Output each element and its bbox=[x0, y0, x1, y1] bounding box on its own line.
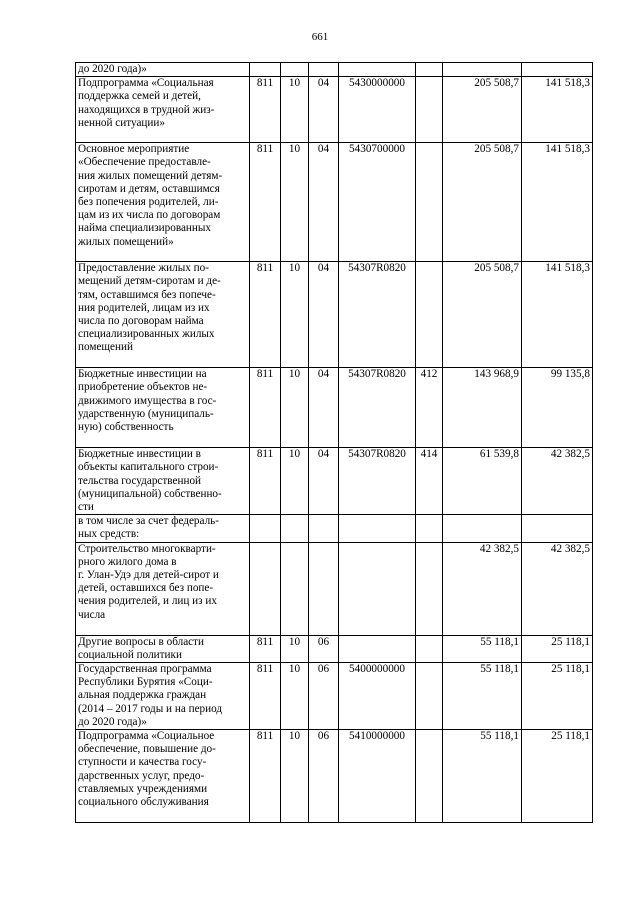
section-cell: 10 bbox=[281, 635, 309, 662]
line-item-name-cell bbox=[76, 663, 250, 730]
line-item-name-line: Бюджетные инвестиции в bbox=[78, 448, 201, 461]
line-item-name-line: движимого имущества в гос- bbox=[78, 394, 217, 407]
table-row bbox=[76, 368, 593, 448]
section-cell: 10 bbox=[281, 448, 309, 515]
line-item-name-line: числа bbox=[78, 608, 106, 621]
section-cell: 10 bbox=[281, 368, 309, 448]
amount-2018-cell: 141 518,3 bbox=[522, 262, 593, 368]
section-cell: 10 bbox=[281, 262, 309, 368]
line-item-name-cell bbox=[76, 77, 250, 143]
amount-2017-cell bbox=[443, 515, 522, 542]
target-article-cell: 5400000000 bbox=[339, 663, 416, 730]
line-item-name-line: ния жилых помещений детям- bbox=[78, 169, 223, 182]
target-article-cell bbox=[339, 542, 416, 635]
target-article-cell: 54307R0820 bbox=[339, 368, 416, 448]
amount-2018-cell: 141 518,3 bbox=[522, 143, 593, 262]
target-article-cell: 54307R0820 bbox=[339, 262, 416, 368]
expense-type-cell bbox=[416, 635, 443, 662]
subsection-cell: 04 bbox=[309, 77, 339, 143]
table-row bbox=[76, 730, 593, 823]
line-item-name-line: альная поддержка граждан bbox=[78, 689, 207, 702]
ministry-code-cell: 811 bbox=[250, 77, 281, 143]
line-item-name-cell bbox=[76, 515, 250, 542]
table-row bbox=[76, 542, 593, 635]
expense-type-cell bbox=[416, 262, 443, 368]
expense-type-cell bbox=[416, 730, 443, 823]
line-item-name-line: социальной политики bbox=[78, 648, 182, 661]
line-item-name-line: чения родителей, и лиц из их bbox=[78, 595, 217, 608]
amount-2017-cell bbox=[443, 63, 522, 77]
line-item-name-cell bbox=[76, 262, 250, 368]
line-item-name-line: сиротам и детям, оставшимся bbox=[78, 182, 220, 195]
line-item-name-line: тельства государственной bbox=[78, 474, 202, 487]
line-item-name-line: до 2020 года)» bbox=[78, 715, 147, 728]
line-item-name-line: Республики Бурятия «Соци- bbox=[78, 676, 213, 689]
line-item-name-line: Основное мероприятие bbox=[78, 143, 190, 156]
amount-2018-cell: 25 118,1 bbox=[522, 663, 593, 730]
line-item-name-line: жилых помещений» bbox=[78, 235, 174, 248]
section-cell: 10 bbox=[281, 143, 309, 262]
line-item-name-line: Другие вопросы в области bbox=[78, 635, 205, 648]
line-item-name-line: в том числе за счет федераль- bbox=[78, 515, 219, 528]
ministry-code-cell bbox=[250, 515, 281, 542]
amount-2018-cell bbox=[522, 63, 593, 77]
table-row bbox=[76, 262, 593, 368]
section-cell bbox=[281, 542, 309, 635]
line-item-name-line: объекты капитального строи- bbox=[78, 461, 219, 474]
line-item-name-line: ставляемых учреждениями bbox=[78, 782, 208, 795]
target-article-cell: 54307R0820 bbox=[339, 448, 416, 515]
expense-type-cell bbox=[416, 515, 443, 542]
line-item-name-line: тям, оставшимся без попече- bbox=[78, 288, 216, 301]
amount-2018-cell: 42 382,5 bbox=[522, 448, 593, 515]
expense-type-cell bbox=[416, 542, 443, 635]
line-item-name-cell bbox=[76, 368, 250, 448]
line-item-name-line: ния родителей, лицам из их bbox=[78, 301, 210, 314]
line-item-name-cell bbox=[76, 542, 250, 635]
expense-type-cell bbox=[416, 77, 443, 143]
amount-2018-cell: 25 118,1 bbox=[522, 730, 593, 823]
section-cell bbox=[281, 63, 309, 77]
line-item-name-line: ных средств: bbox=[78, 528, 140, 541]
ministry-code-cell: 811 bbox=[250, 663, 281, 730]
table-row bbox=[76, 663, 593, 730]
page-number: 661 bbox=[311, 31, 329, 43]
ministry-code-cell: 811 bbox=[250, 635, 281, 662]
line-item-name-cell bbox=[76, 448, 250, 515]
section-cell: 10 bbox=[281, 663, 309, 730]
line-item-name-line: дарственных услуг, предо- bbox=[78, 769, 205, 782]
ministry-code-cell: 811 bbox=[250, 143, 281, 262]
line-item-name-line: цам из их числа по договорам bbox=[78, 209, 221, 222]
amount-2017-cell: 205 508,7 bbox=[443, 77, 522, 143]
table-row bbox=[76, 448, 593, 515]
line-item-name-line: числа по договорам найма bbox=[78, 315, 204, 328]
subsection-cell bbox=[309, 542, 339, 635]
line-item-name-line: «Обеспечение предоставле- bbox=[78, 156, 211, 169]
budget-table bbox=[75, 62, 593, 823]
line-item-name-line: до 2020 года)» bbox=[78, 63, 147, 75]
line-item-name-line: ную) собственность bbox=[78, 421, 174, 434]
table-row bbox=[76, 77, 593, 143]
amount-2018-cell: 42 382,5 bbox=[522, 542, 593, 635]
amount-2017-cell: 55 118,1 bbox=[443, 730, 522, 823]
expense-type-cell: 414 bbox=[416, 448, 443, 515]
target-article-cell bbox=[339, 635, 416, 662]
line-item-name-line: обеспечение, повышение до- bbox=[78, 743, 216, 756]
line-item-name-line: поддержка семей и детей, bbox=[78, 90, 201, 103]
line-item-name-line: Подпрограмма «Социальная bbox=[78, 77, 214, 90]
line-item-name-cell bbox=[76, 730, 250, 823]
subsection-cell: 06 bbox=[309, 730, 339, 823]
subsection-cell bbox=[309, 515, 339, 542]
subsection-cell: 04 bbox=[309, 262, 339, 368]
line-item-name-line: Предоставление жилых по- bbox=[78, 262, 209, 275]
line-item-name-line: найма специализированных bbox=[78, 222, 212, 235]
line-item-name-line: приобретение объектов не- bbox=[78, 381, 208, 394]
subsection-cell bbox=[309, 63, 339, 77]
ministry-code-cell: 811 bbox=[250, 368, 281, 448]
table-row bbox=[76, 143, 593, 262]
line-item-name-line: ступности и качества госу- bbox=[78, 756, 207, 769]
line-item-name-line: Государственная программа bbox=[78, 663, 212, 676]
target-article-cell: 5430000000 bbox=[339, 77, 416, 143]
line-item-name-line: сти bbox=[78, 501, 94, 514]
expense-type-cell bbox=[416, 663, 443, 730]
amount-2018-cell: 141 518,3 bbox=[522, 77, 593, 143]
target-article-cell bbox=[339, 63, 416, 77]
target-article-cell bbox=[339, 515, 416, 542]
table-row bbox=[76, 635, 593, 662]
expense-type-cell bbox=[416, 143, 443, 262]
line-item-name-line: специализированных жилых bbox=[78, 328, 215, 341]
line-item-name-line: социального обслуживания bbox=[78, 796, 209, 809]
ministry-code-cell: 811 bbox=[250, 730, 281, 823]
line-item-name-line: ненной ситуации» bbox=[78, 116, 165, 129]
line-item-name-line: Бюджетные инвестиции на bbox=[78, 368, 207, 381]
amount-2017-cell: 55 118,1 bbox=[443, 635, 522, 662]
amount-2017-cell: 55 118,1 bbox=[443, 663, 522, 730]
target-article-cell: 5430700000 bbox=[339, 143, 416, 262]
line-item-name-cell bbox=[76, 635, 250, 662]
amount-2017-cell: 205 508,7 bbox=[443, 262, 522, 368]
target-article-cell: 5410000000 bbox=[339, 730, 416, 823]
subsection-cell: 04 bbox=[309, 448, 339, 515]
expense-type-cell bbox=[416, 63, 443, 77]
table-row bbox=[76, 63, 593, 77]
ministry-code-cell bbox=[250, 63, 281, 77]
line-item-name-line: Строительство многокварти- bbox=[78, 542, 216, 555]
subsection-cell: 04 bbox=[309, 143, 339, 262]
line-item-name-line: Подпрограмма «Социальное bbox=[78, 730, 215, 743]
line-item-name-line: (муниципальной) собственно- bbox=[78, 487, 222, 500]
amount-2018-cell bbox=[522, 515, 593, 542]
subsection-cell: 06 bbox=[309, 663, 339, 730]
subsection-cell: 04 bbox=[309, 368, 339, 448]
line-item-name-cell bbox=[76, 63, 250, 77]
line-item-name-line: (2014 – 2017 годы и на период bbox=[78, 702, 223, 715]
amount-2017-cell: 42 382,5 bbox=[443, 542, 522, 635]
table-row bbox=[76, 515, 593, 542]
line-item-name-line: помещений bbox=[78, 341, 133, 354]
line-item-name-line: ударственную (муниципаль- bbox=[78, 407, 214, 420]
line-item-name-line: находящихся в трудной жиз- bbox=[78, 103, 215, 116]
amount-2017-cell: 205 508,7 bbox=[443, 143, 522, 262]
line-item-name-line: мещений детям-сиротам и де- bbox=[78, 275, 221, 288]
section-cell bbox=[281, 515, 309, 542]
line-item-name-line: без попечения родителей, ли- bbox=[78, 196, 219, 209]
line-item-name-line: детей, оставшихся без попе- bbox=[78, 582, 214, 595]
ministry-code-cell: 811 bbox=[250, 262, 281, 368]
section-cell: 10 bbox=[281, 77, 309, 143]
section-cell: 10 bbox=[281, 730, 309, 823]
line-item-name-line: г. Улан-Удэ для детей-сирот и bbox=[78, 569, 219, 582]
amount-2018-cell: 99 135,8 bbox=[522, 368, 593, 448]
amount-2018-cell: 25 118,1 bbox=[522, 635, 593, 662]
amount-2017-cell: 143 968,9 bbox=[443, 368, 522, 448]
expense-type-cell: 412 bbox=[416, 368, 443, 448]
subsection-cell: 06 bbox=[309, 635, 339, 662]
line-item-name-cell bbox=[76, 143, 250, 262]
line-item-name-line: рного жилого дома в bbox=[78, 555, 177, 568]
ministry-code-cell bbox=[250, 542, 281, 635]
ministry-code-cell: 811 bbox=[250, 448, 281, 515]
amount-2017-cell: 61 539,8 bbox=[443, 448, 522, 515]
